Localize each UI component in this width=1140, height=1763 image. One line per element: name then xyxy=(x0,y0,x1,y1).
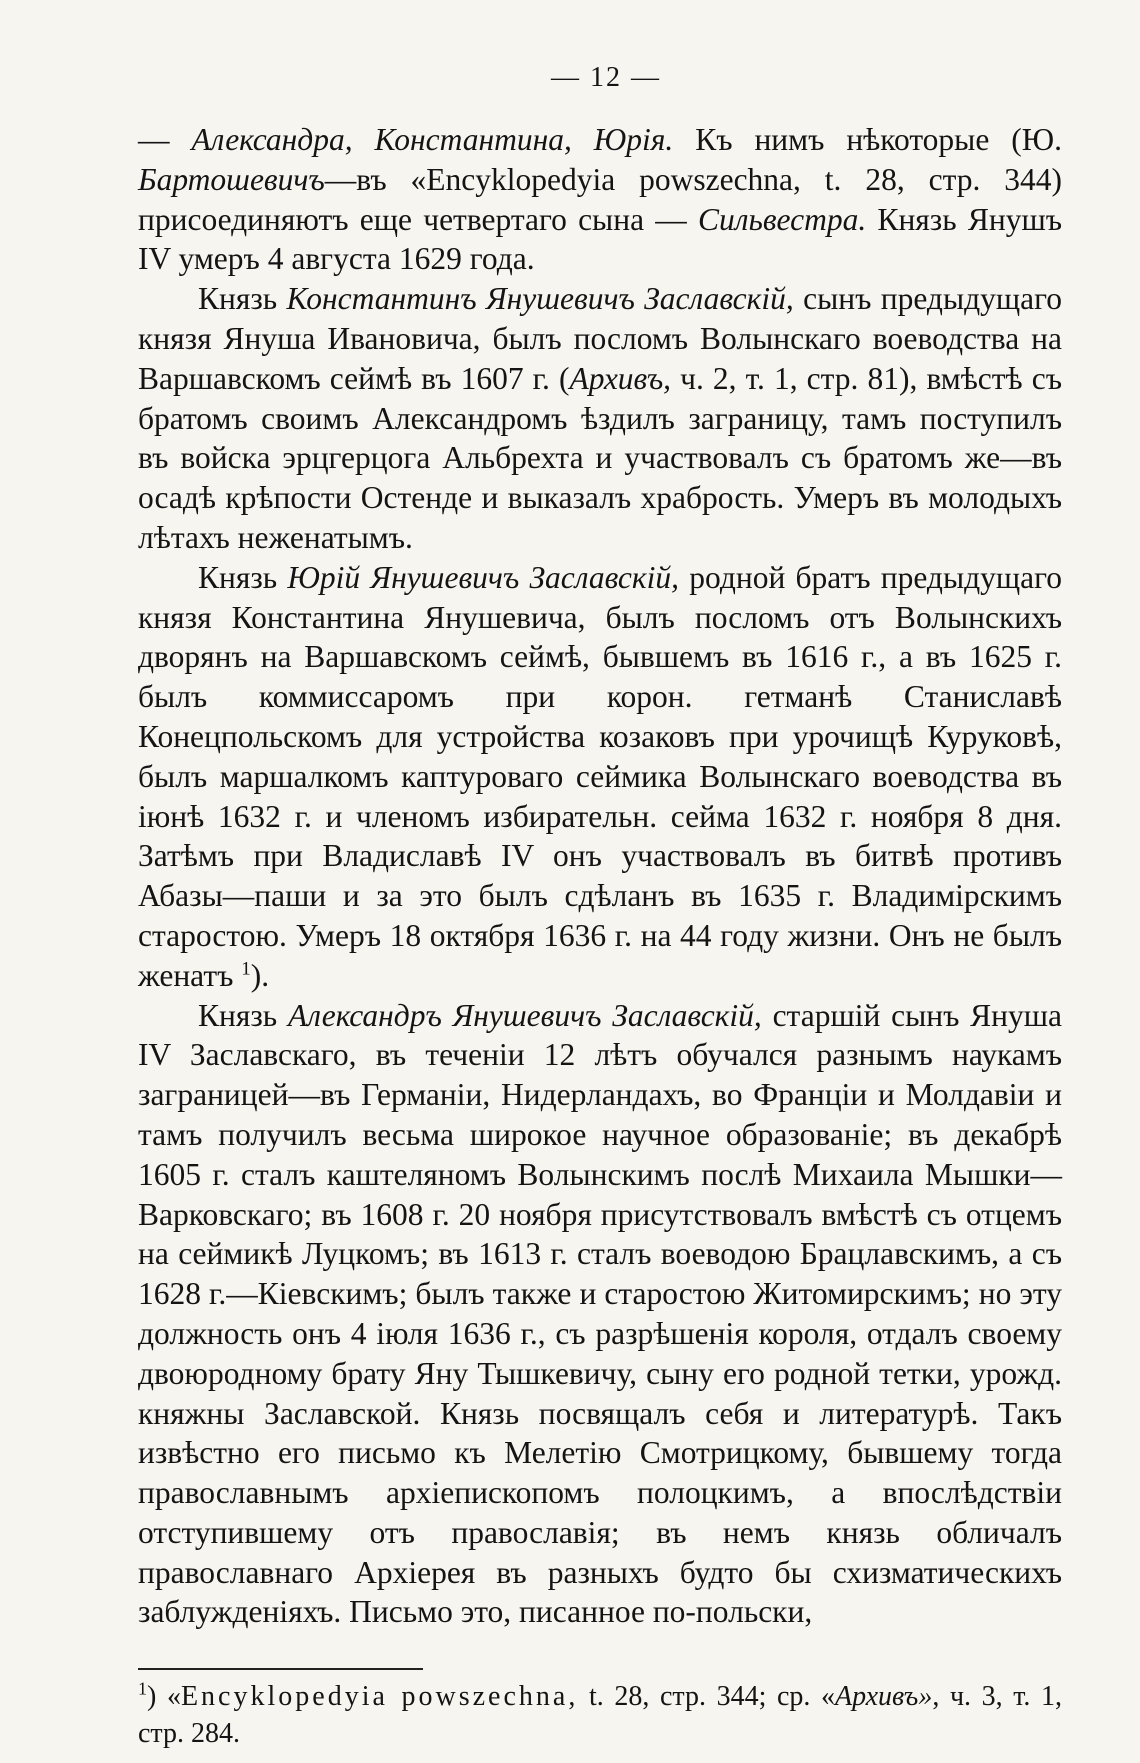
text-run: , ч. 3, т. 1, стр. 284. xyxy=(138,1681,1062,1750)
text-run: Князь xyxy=(198,559,288,595)
text-run: —въ «Encyklopedyia powszechna, t. 28, стр. 344) присоединяютъ еще четвертаго сына — xyxy=(138,161,1062,237)
text-run: Князь xyxy=(198,997,288,1033)
paragraph xyxy=(138,558,1062,996)
text-run: ) « xyxy=(147,1681,181,1713)
text-run: родной братъ предыдущаго князя Константина Янушевича, былъ посломъ отъ Волынскихъ дворянъ на Варшавскомъ сеймѣ, бывшемъ въ 1616 г., а въ 1625 г. былъ коммиссаромъ при корон. гетманѣ Станиславѣ Конецпольскомъ для устройства козаковъ при урочищѣ Куруковѣ, былъ маршалкомъ каптуроваго сеймика Волынскаго воеводства въ іюнѣ 1632 г. и членомъ избирательн. сейма 1632 г. ноября 8 дня. Затѣмъ при Владиславѣ IV онъ участвовалъ въ битвѣ противъ Абазы—паши и за это былъ сдѣланъ въ 1635 г. Владимірскимъ старостою. Умеръ 18 октября 1636 г. на 44 году жизни. Онъ не былъ женатъ xyxy=(138,559,1063,993)
italic-name: Александръ Янушевичъ Заславскій, xyxy=(287,997,762,1033)
italic-name: Александра, Константина, Юрія. xyxy=(191,122,674,157)
text-run: t. 28, стр. 344; ср. « xyxy=(578,1681,836,1713)
paragraph xyxy=(138,279,1062,558)
italic-name: Архивъ» xyxy=(835,1681,933,1713)
text-run: старшій сынъ Януша IV Заславскаго, въ теченіи 12 лѣтъ обучался разнымъ наукамъ заграницей—въ Германіи, Нидерландахъ, во Франціи и Молдавіи и тамъ получилъ весьма широкое научное образованіе; въ декабрѣ 1605 г. сталъ каштеляномъ Волынскимъ послѣ Михаила Мышки—Варковскаго; въ 1608 г. 20 ноября присутствовалъ вмѣстѣ съ отцемъ на сеймикѣ Луцкомъ; въ 1613 г. сталъ воеводою Брацлавскимъ, а съ 1628 г.—Кіевскимъ; былъ также и старостою Житомирскимъ; но эту должность онъ 4 іюля 1636 г., съ разрѣшенія короля, отдалъ своему двоюродному брату Яну Тышкевичу, сыну его родной тетки, урожд. княжны Заславской. Князь посвящалъ себя и литературѣ. Такъ извѣстно его письмо къ Мелетію Смотрицкому, бывшему тогда православнымъ архіепископомъ полоцкимъ, а впослѣдствіи отступившему отъ православія; въ немъ князь обличалъ православнаго Архіерея въ разныхъ будто бы схизматическихъ заблужденіяхъ. Письмо это, писанное по-польски, xyxy=(138,997,1063,1630)
italic-name: Сильвестра. xyxy=(698,201,867,237)
text-run: Къ нимъ нѣкоторые (Ю. xyxy=(673,122,1062,157)
text-run: сынъ предыдущаго князя Януша Ивановича, былъ посломъ Волынскаго воеводства на Варшавскомъ сеймѣ въ 1607 г. ( xyxy=(138,281,1063,396)
body-text xyxy=(138,120,1062,1632)
text-run: — xyxy=(138,122,192,157)
text-run: Князь Янушъ IV умеръ 4 августа 1629 года. xyxy=(138,201,1062,277)
footnote-divider xyxy=(138,1668,423,1670)
page-number: — 12 — xyxy=(551,62,661,93)
spaced-title: Encyklopedyia powszechna, xyxy=(180,1681,579,1713)
italic-name: Константинъ Янушевичъ Заславскій, xyxy=(286,281,794,317)
text-run: ч. 2, т. 1, стр. 81), вмѣстѣ съ братомъ своимъ Александромъ ѣздилъ заграницу, тамъ поступилъ въ войска эрцгерцога Альбрехта и участвовалъ съ братомъ же—въ осадѣ крѣпости Остенде и выказалъ храбрость. Умеръ въ молодыхъ лѣтахъ неженатымъ. xyxy=(138,360,1063,555)
paragraph xyxy=(138,996,1062,1633)
text-run: Князь xyxy=(198,281,287,317)
text-run: ). xyxy=(250,957,270,993)
italic-name: Юрій Янушевичъ Заславскій, xyxy=(287,559,680,595)
footnote-mark: 1 xyxy=(138,1678,147,1699)
footnote-reference: 1 xyxy=(241,958,251,980)
paragraph xyxy=(138,120,1062,279)
footnote-text xyxy=(138,1678,1062,1750)
footnote xyxy=(138,1678,1062,1752)
italic-name: Бартошевичъ xyxy=(138,161,325,197)
italic-name: Архивъ, xyxy=(569,360,672,396)
